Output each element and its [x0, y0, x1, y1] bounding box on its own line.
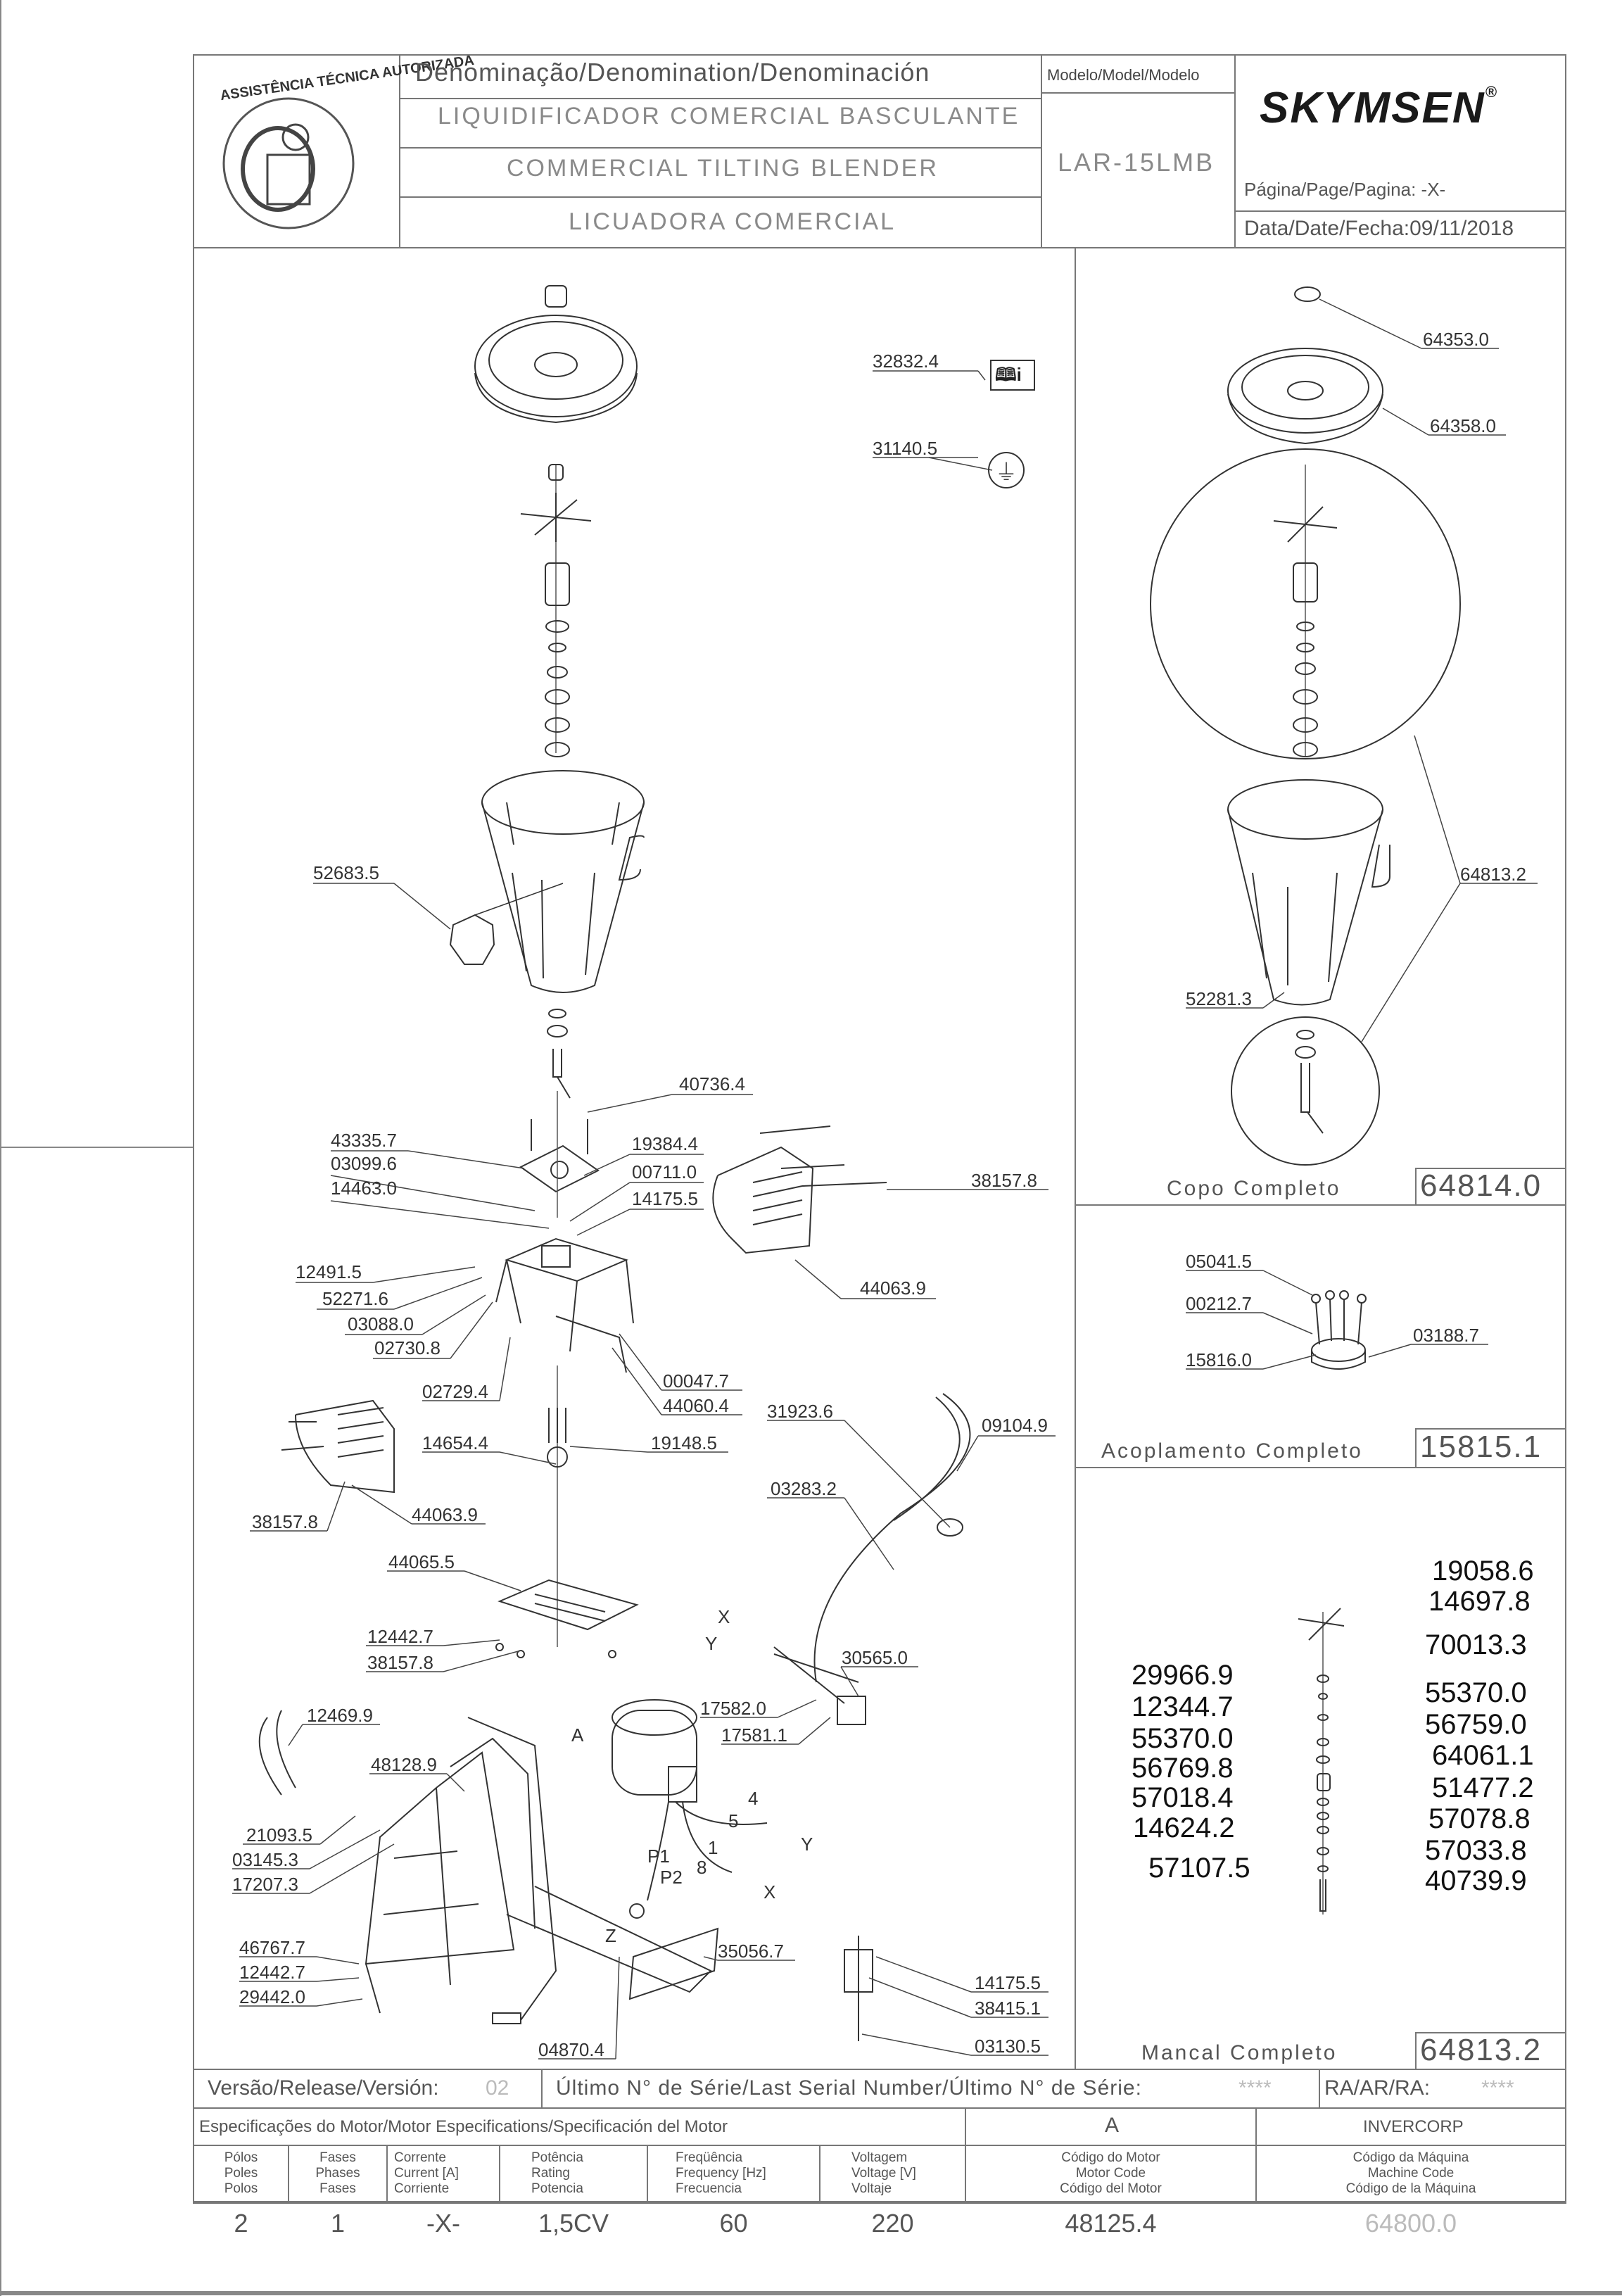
mancal-part-number: 40739.9 — [1425, 1865, 1527, 1896]
brand-logo: SKYMSEN® — [1260, 83, 1498, 132]
date-label: Data/Date/Fecha: — [1244, 217, 1410, 240]
callout-label: 02729.4 — [422, 1381, 488, 1402]
date-field — [1244, 217, 1514, 241]
spec-col-header: Código do Motor Motor Code Código del Motor — [1060, 2150, 1162, 2196]
spec-col-header: Freqüência Frequency [Hz] Frecuencia — [676, 2150, 766, 2196]
callout-label: 03188.7 — [1413, 1325, 1479, 1346]
callout-label: 00212.7 — [1186, 1293, 1252, 1314]
manual-icon: 🕮i — [995, 364, 1022, 385]
mancal-part-number: 14697.8 — [1428, 1586, 1531, 1617]
model-code: LAR-15LMB — [1058, 148, 1215, 177]
callout-label: 12442.7 — [239, 1962, 305, 1983]
spec-col-header: Potência Rating Potencia — [531, 2150, 583, 2196]
mancal-part-number: 70013.3 — [1425, 1629, 1527, 1660]
callout-label: 38157.8 — [971, 1170, 1037, 1191]
callout-label: 64353.0 — [1423, 329, 1489, 350]
callout-label: 31923.6 — [767, 1401, 833, 1422]
motor-spec-label: Especificações do Motor/Motor Especifications/Specificación del Motor — [199, 2117, 728, 2136]
callout-label: 35056.7 — [718, 1941, 784, 1962]
callout-label: 64358.0 — [1430, 415, 1496, 436]
spec-col-header: Pólos Poles Polos — [224, 2150, 258, 2196]
wire-label: Y — [705, 1633, 718, 1654]
callout-label: 40736.4 — [679, 1073, 745, 1095]
callout-label: 52281.3 — [1186, 988, 1252, 1009]
spec-value-voltage: 220 — [871, 2209, 914, 2238]
wire-label: 8 — [697, 1857, 707, 1878]
wire-label: 4 — [748, 1788, 759, 1809]
callout-label: 03099.6 — [331, 1153, 397, 1174]
ground-icon: ⏚ — [995, 460, 1018, 485]
callout-label: 14654.4 — [422, 1432, 488, 1453]
wire-label: P2 — [660, 1867, 683, 1888]
mancal-part-number: 55370.0 — [1425, 1677, 1527, 1708]
callout-label: 43335.7 — [331, 1130, 397, 1151]
wire-label: P1 — [647, 1846, 670, 1867]
callout-label: 14175.5 — [975, 1972, 1041, 1993]
callout-label: 00047.7 — [663, 1370, 729, 1392]
callout-label: 52683.5 — [313, 862, 379, 883]
callout-label: 12442.7 — [367, 1626, 433, 1647]
callout-label: 31140.5 — [873, 438, 938, 459]
version-label: Versão/Release/Versión: — [208, 2076, 439, 2100]
callout-label: 48128.9 — [371, 1754, 437, 1775]
callout-label: 29442.0 — [239, 1986, 305, 2007]
callout-label: 12491.5 — [296, 1261, 362, 1282]
spec-col-header: Código da Máquina Machine Code Código de la Máquina — [1345, 2150, 1476, 2196]
acoplamento-completo-code: 15815.1 — [1420, 1430, 1542, 1464]
page-field — [1244, 179, 1445, 201]
callout-label: 38157.8 — [367, 1652, 433, 1673]
callout-label: 52271.6 — [322, 1288, 388, 1309]
mancal-part-number: 55370.0 — [1132, 1723, 1234, 1754]
serial-label: Último N° de Série/Last Serial Number/Último N° de Série: — [556, 2076, 1142, 2100]
callout-label: 64813.2 — [1460, 864, 1526, 885]
ra-value: **** — [1481, 2076, 1514, 2100]
callout-label: 21093.5 — [246, 1824, 312, 1846]
callout-label: 03145.3 — [232, 1849, 298, 1870]
callout-label: 30565.0 — [842, 1647, 908, 1668]
mancal-part-number: 57078.8 — [1428, 1803, 1531, 1834]
denomination-label: Denominação/Denomination/Denominación — [415, 58, 930, 87]
stamp-text: ASSISTÊNCIA TÉCNICA AUTORIZADA — [219, 52, 476, 104]
callout-label: 04870.4 — [538, 2039, 604, 2060]
mancal-part-number: 57018.4 — [1132, 1782, 1234, 1813]
spec-value-poles: 2 — [234, 2209, 248, 2238]
mancal-part-number: 12344.7 — [1132, 1691, 1234, 1722]
mancal-part-number: 19058.6 — [1432, 1556, 1534, 1587]
callout-label: 12469.9 — [307, 1705, 373, 1726]
spec-col-header: Voltagem Voltage [V] Voltaje — [851, 2150, 916, 2196]
mancal-completo-label: Mancal Completo — [1141, 2041, 1338, 2064]
mancal-part-number: 51477.2 — [1432, 1772, 1534, 1803]
mancal-part-number: 64061.1 — [1432, 1740, 1534, 1771]
callout-label: 19148.5 — [651, 1432, 717, 1453]
mancal-part-number: 57107.5 — [1148, 1853, 1250, 1884]
wire-label: Y — [801, 1834, 813, 1855]
callout-label: 14463.0 — [331, 1178, 397, 1199]
callout-label: 46767.7 — [239, 1937, 305, 1958]
model-label: Modelo/Model/Modelo — [1047, 66, 1200, 84]
spec-value-rating: 1,5CV — [538, 2209, 609, 2238]
date-value: 09/11/2018 — [1409, 217, 1514, 240]
spec-col-header: Corrente Current [A] Corriente — [394, 2150, 459, 2196]
callout-label: 44063.9 — [860, 1278, 926, 1299]
spec-value-motor-code: 48125.4 — [1065, 2209, 1157, 2238]
serial-value: **** — [1238, 2076, 1272, 2100]
callout-label: 17582.0 — [700, 1698, 766, 1719]
wire-label: 1 — [708, 1837, 718, 1858]
product-name-es: LICUADORA COMERCIAL — [569, 208, 896, 235]
spec-value-current: -X- — [426, 2209, 460, 2238]
callout-label: 09104.9 — [982, 1415, 1048, 1436]
callout-label: 03088.0 — [348, 1313, 414, 1335]
spec-col-header: Fases Phases Fases — [315, 2150, 360, 2196]
mancal-part-number: 29966.9 — [1132, 1660, 1234, 1691]
wire-label: X — [764, 1881, 776, 1903]
callout-label: 14175.5 — [632, 1188, 698, 1209]
product-name-en: COMMERCIAL TILTING BLENDER — [507, 155, 939, 182]
spec-value-phases: 1 — [330, 2209, 346, 2238]
callout-label: 44060.4 — [663, 1395, 729, 1416]
callout-label: 38157.8 — [252, 1511, 318, 1532]
callout-label: 44063.9 — [412, 1504, 478, 1525]
callout-label: 03130.5 — [975, 2036, 1041, 2057]
callout-label: 17581.1 — [721, 1724, 787, 1746]
wire-label: X — [718, 1606, 730, 1627]
callout-label: 19384.4 — [632, 1133, 698, 1154]
product-name-pt: LIQUIDIFICADOR COMERCIAL BASCULANTE — [438, 103, 1020, 130]
callout-label: 44065.5 — [388, 1551, 455, 1572]
callout-label: 32832.4 — [873, 351, 939, 372]
motor-letter: A — [1105, 2114, 1120, 2137]
copo-completo-label: Copo Completo — [1167, 1177, 1341, 1200]
mancal-part-number: 57033.8 — [1425, 1835, 1527, 1866]
callout-label: 38415.1 — [975, 1998, 1041, 2019]
mancal-part-number: 14624.2 — [1133, 1812, 1235, 1843]
motor-manufacturer: INVERCORP — [1363, 2117, 1464, 2136]
mancal-part-number: 56769.8 — [1132, 1753, 1234, 1784]
copo-completo-code: 64814.0 — [1420, 1168, 1542, 1203]
ra-label: RA/AR/RA: — [1324, 2076, 1431, 2100]
page-label: Página/Page/Pagina: — [1244, 179, 1417, 200]
version-value: 02 — [486, 2076, 509, 2100]
callout-label: 02730.8 — [374, 1337, 441, 1358]
wire-label: 5 — [728, 1810, 739, 1831]
wire-label: Z — [605, 1925, 616, 1946]
spec-value-machine-code: 64800.0 — [1364, 2209, 1457, 2238]
page-value: -X- — [1421, 179, 1446, 200]
mancal-part-number: 56759.0 — [1425, 1709, 1527, 1740]
callout-label: 17207.3 — [232, 1874, 298, 1895]
spec-value-frequency: 60 — [719, 2209, 748, 2238]
callout-label: 03283.2 — [771, 1478, 837, 1499]
wire-label: A — [571, 1724, 584, 1746]
callout-label: 15816.0 — [1186, 1349, 1252, 1370]
acoplamento-completo-label: Acoplamento Completo — [1101, 1439, 1363, 1463]
callout-label: 00711.0 — [632, 1161, 697, 1182]
mancal-completo-code: 64813.2 — [1420, 2033, 1542, 2067]
callout-label: 05041.5 — [1186, 1251, 1252, 1272]
